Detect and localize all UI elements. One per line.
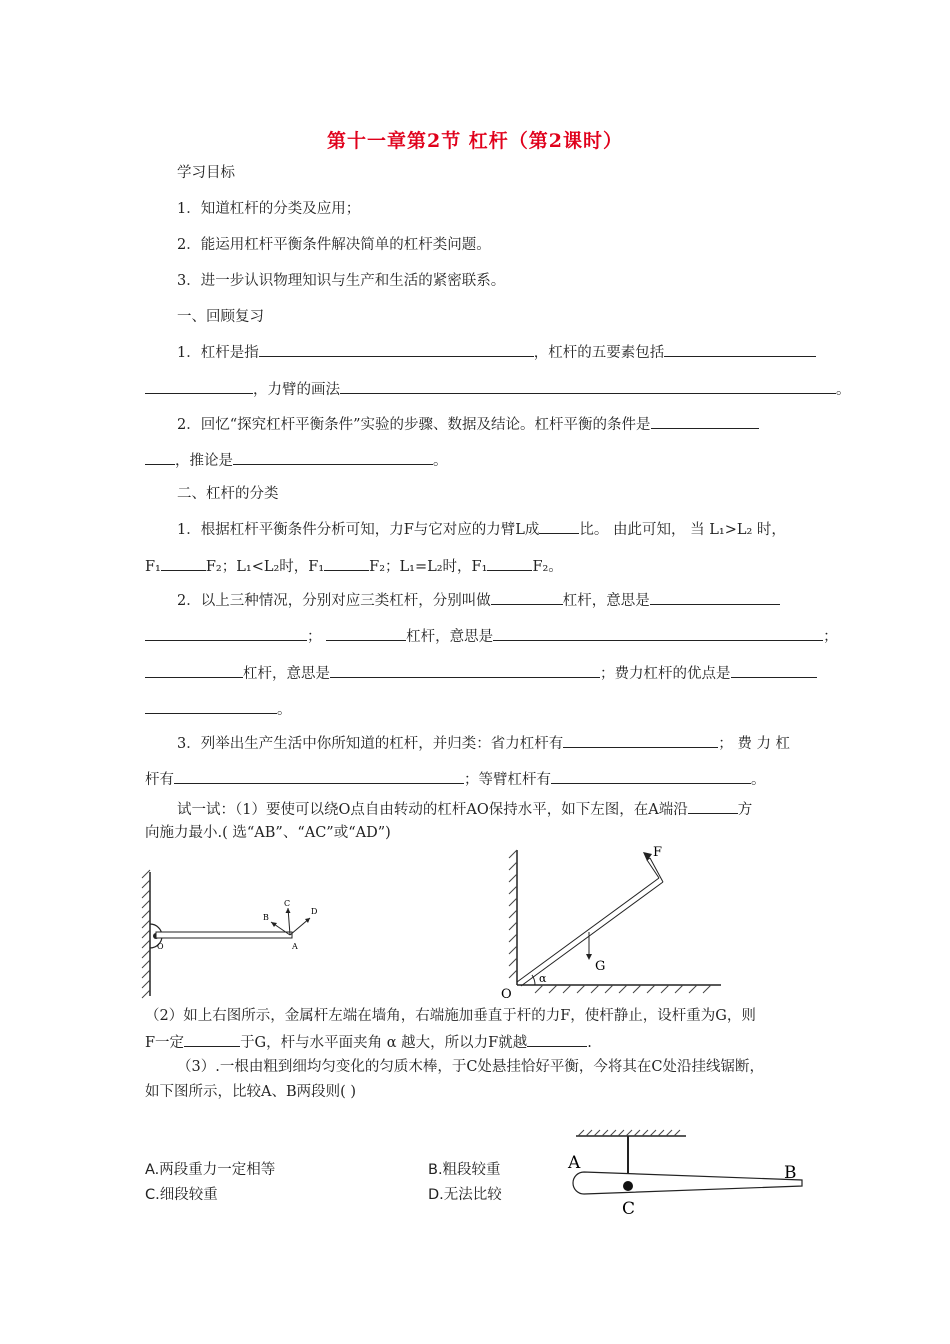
page-title: 第十一章第2节 杠杆（第2课时） bbox=[326, 130, 624, 152]
left-fig-label-a: A bbox=[292, 942, 298, 951]
class-q2-blank-2[interactable] bbox=[650, 590, 780, 605]
try-p2-text-b: F一定 bbox=[145, 1035, 185, 1051]
right-fig-label-g: G bbox=[595, 959, 606, 974]
class-q2-text-e: ； bbox=[823, 629, 838, 645]
right-fig-label-o: O bbox=[501, 987, 512, 1002]
class-q2-text-a: 2．以上三种情况，分别对应三类杠杆，分别叫做 bbox=[177, 593, 491, 609]
figure-slanted-rod bbox=[495, 842, 725, 1002]
class-q3-text-a: 3．列举出生产生活中你所知道的杠杆，并归类：省力杠杆有 bbox=[177, 736, 564, 752]
review-q2-blank-2[interactable] bbox=[145, 450, 175, 465]
review-q2-blank-3[interactable] bbox=[233, 450, 433, 465]
class-q3-text-e: 。 bbox=[751, 772, 766, 788]
class-q2-line2 bbox=[145, 626, 838, 647]
review-q1-line2 bbox=[145, 379, 851, 400]
try-p2-text-d: . bbox=[587, 1035, 592, 1051]
class-q2-line4 bbox=[145, 699, 292, 720]
class-q2-text-b: 杠杆，意思是 bbox=[562, 593, 650, 609]
class-q1-blank-2[interactable] bbox=[161, 556, 206, 571]
bottom-fig-label-b: B bbox=[784, 1163, 797, 1183]
class-q1-blank-1[interactable] bbox=[539, 519, 579, 534]
choice-c[interactable]: C.细段较重 bbox=[145, 1187, 218, 1203]
try-p2-line1: （2）如上右图所示，金属杆左端在墙角，右端施加垂直于杆的力F，使杆静止，设杆重为G，则 bbox=[145, 1008, 756, 1024]
class-q1-text-c: F₁ bbox=[145, 559, 161, 575]
review-q1-text-a: 1．杠杆是指 bbox=[177, 345, 259, 361]
class-q2-blank-3[interactable] bbox=[145, 626, 307, 641]
review-q1-blank-1[interactable] bbox=[259, 342, 534, 357]
class-q2-blank-8[interactable] bbox=[731, 663, 817, 678]
objective-item-3: 3．进一步认识物理知识与生产和生活的紧密联系。 bbox=[177, 273, 506, 289]
class-q1-text-e: F₂；L₁=L₂时，F₁ bbox=[369, 559, 488, 575]
class-q2-blank-9[interactable] bbox=[145, 699, 277, 714]
class-q1-text-b: 比。 由此可知， 当 L₁>L₂ 时， bbox=[579, 522, 786, 538]
review-q1-text-c: ，力臂的画法 bbox=[253, 382, 340, 398]
class-q3-text-b: ； 费 力 杠 bbox=[718, 736, 791, 752]
class-q1-line1 bbox=[177, 519, 786, 540]
class-q2-line3 bbox=[145, 663, 817, 684]
class-q3-line1 bbox=[177, 733, 790, 754]
class-q3-blank-1[interactable] bbox=[563, 733, 718, 748]
classification-heading: 二、杠杆的分类 bbox=[177, 486, 279, 502]
bottom-fig-label-c: C bbox=[622, 1199, 636, 1219]
review-q1-blank-2[interactable] bbox=[664, 342, 816, 357]
try-p1-line2: 向施力最小.( 选“AB”、“AC”或“AD”) bbox=[145, 825, 391, 841]
try-p3-line2: 如下图所示，比较A、B两段则( ) bbox=[145, 1084, 357, 1100]
class-q2-text-g: ；费力杠杆的优点是 bbox=[600, 666, 731, 682]
review-q2-line2 bbox=[145, 450, 448, 471]
figure-tapered-rod bbox=[560, 1128, 810, 1224]
try-p1-text-b: 方 bbox=[737, 802, 753, 818]
choice-b[interactable]: B.粗段较重 bbox=[428, 1162, 501, 1178]
figure-horizontal-lever bbox=[140, 868, 330, 1000]
bottom-fig-label-a: A bbox=[568, 1153, 581, 1173]
review-q1-line1 bbox=[177, 342, 816, 363]
class-q2-text-d: 杠杆，意思是 bbox=[406, 629, 494, 645]
class-q2-line1 bbox=[177, 590, 780, 611]
class-q2-blank-5[interactable] bbox=[493, 626, 823, 641]
review-q1-blank-3[interactable] bbox=[145, 379, 253, 394]
objective-item-1: 1．知道杠杆的分类及应用； bbox=[177, 201, 361, 217]
try-p1-text-a: 试一试：（1）要使可以绕O点自由转动的杠杆AO保持水平，如下左图，在A端沿 bbox=[177, 802, 688, 818]
choice-a[interactable]: A.两段重力一定相等 bbox=[145, 1162, 276, 1178]
left-fig-label-d: D bbox=[311, 907, 318, 916]
try-p3-line1: （3）.一根由粗到细均匀变化的匀质木棒，于C处悬挂恰好平衡，今将其在C处沿挂线锯断， bbox=[177, 1059, 765, 1075]
class-q2-text-f: 杠杆，意思是 bbox=[243, 666, 330, 682]
class-q3-text-c: 杆有 bbox=[145, 772, 174, 788]
class-q1-blank-3[interactable] bbox=[324, 556, 369, 571]
class-q3-line2 bbox=[145, 769, 766, 790]
try-p2-text-c: 于G，杆与水平面夹角 α 越大，所以力F就越 bbox=[240, 1035, 528, 1051]
try-p2-line2 bbox=[145, 1032, 592, 1053]
review-q2-end: 。 bbox=[433, 453, 448, 469]
class-q1-text-a: 1．根据杠杆平衡条件分析可知，力F与它对应的力臂L成 bbox=[177, 522, 540, 538]
try-p1-line1 bbox=[177, 799, 752, 820]
class-q2-blank-6[interactable] bbox=[145, 663, 243, 678]
try-p1-blank[interactable] bbox=[688, 799, 738, 814]
review-q2-line1 bbox=[177, 414, 759, 435]
review-q2-text-a: 2．回忆“探究杠杆平衡条件”实验的步骤、数据及结论。杠杆平衡的条件是 bbox=[177, 417, 651, 433]
review-q1-end: 。 bbox=[836, 382, 851, 398]
class-q3-text-d: ；等臂杠杆有 bbox=[464, 772, 551, 788]
left-fig-label-o: O bbox=[157, 942, 164, 951]
class-q2-text-h: 。 bbox=[277, 702, 292, 718]
review-q1-text-b: ，杠杆的五要素包括 bbox=[533, 345, 665, 361]
review-q2-blank-1[interactable] bbox=[651, 414, 759, 429]
class-q1-text-f: F₂。 bbox=[532, 559, 563, 575]
right-fig-label-f: F bbox=[653, 845, 663, 860]
class-q2-blank-4[interactable] bbox=[326, 626, 406, 641]
class-q1-text-d: F₂；L₁<L₂时，F₁ bbox=[205, 559, 325, 575]
objective-item-2: 2．能运用杠杆平衡条件解决简单的杠杆类问题。 bbox=[177, 237, 491, 253]
choice-d[interactable]: D.无法比较 bbox=[428, 1187, 502, 1203]
class-q3-blank-3[interactable] bbox=[551, 769, 751, 784]
review-q1-blank-4[interactable] bbox=[340, 379, 836, 394]
try-p2-blank-2[interactable] bbox=[527, 1032, 587, 1047]
class-q1-line2 bbox=[145, 556, 563, 577]
try-p2-blank-1[interactable] bbox=[184, 1032, 240, 1047]
class-q2-text-c: ； bbox=[307, 629, 322, 645]
objectives-heading: 学习目标 bbox=[177, 165, 235, 181]
left-fig-label-b: B bbox=[263, 913, 269, 922]
left-fig-label-c: C bbox=[284, 899, 291, 908]
right-fig-label-alpha: α bbox=[539, 972, 547, 985]
review-heading: 一、回顾复习 bbox=[177, 309, 264, 325]
review-q2-text-b: ，推论是 bbox=[175, 453, 233, 469]
class-q1-blank-4[interactable] bbox=[487, 556, 532, 571]
class-q2-blank-1[interactable] bbox=[491, 590, 563, 605]
class-q2-blank-7[interactable] bbox=[330, 663, 600, 678]
class-q3-blank-2[interactable] bbox=[174, 769, 464, 784]
